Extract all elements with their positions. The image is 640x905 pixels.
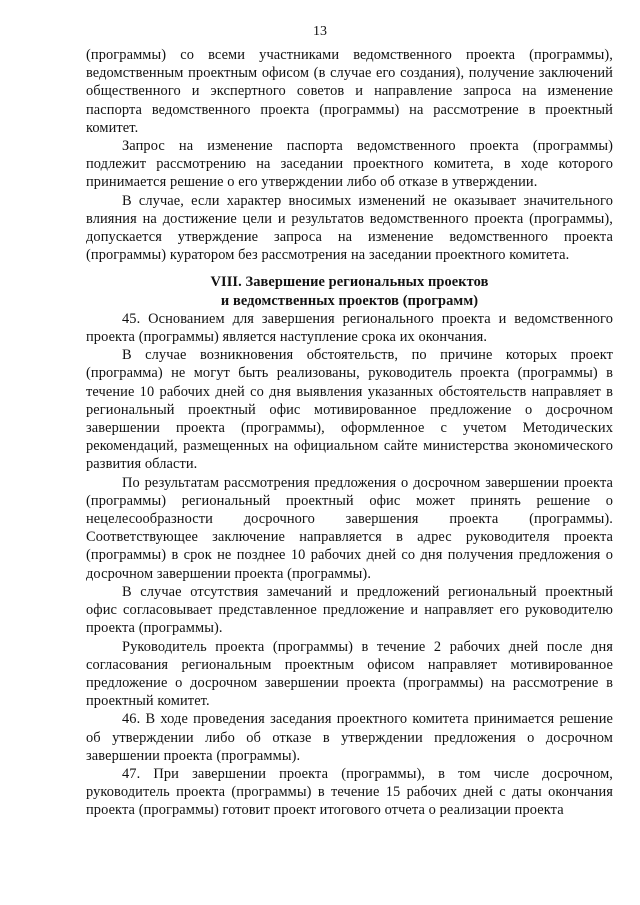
paragraph: По результатам рассмотрения предложения о досрочном завершении проекта (программы) региональный проектный офис может принять решение о нецелесообразности досрочного завершения проекта (программы). Соответствующее заключение направляется в адрес руководителя проекта (программы) в срок не позднее 10 рабочих дней со дня получения предложения о досрочном завершении проекта (программы). xyxy=(86,474,613,582)
section-heading xyxy=(86,273,613,309)
paragraph: В случае, если характер вносимых изменений не оказывает значительного влияния на достижение цели и результатов ведомственного проекта (программы), допускается утверждение запроса на изменение ведомственного проекта (программы) куратором без рассмотрения на заседании проектного комитета. xyxy=(86,192,613,264)
page-number: 13 xyxy=(313,24,327,39)
paragraph: В случае возникновения обстоятельств, по причине которых проект (программа) не могут быть реализованы, руководитель проекта (программы) в течение 10 рабочих дней со дня выявления указанных обстоятельств направляет в региональный проектный офис мотивированное предложение о досрочном завершении проекта (программы), оформленное с учетом Методических рекомендаций, размещенных на официальном сайте министерства экономического развития области. xyxy=(86,347,613,473)
section-heading-line: VIII. Завершение региональных проектов xyxy=(210,274,489,291)
paragraph: 47. При завершении проекта (программы), в том числе досрочном, руководитель проекта (программы) в течение 15 рабочих дней с даты окончания проекта (программы) готовит проект итогового отчета о реализации проекта xyxy=(86,765,613,819)
paragraph: Руководитель проекта (программы) в течение 2 рабочих дней после дня согласования региональным проектным офисом направляет мотивированное предложение о досрочном завершении проекта (программы) на рассмотрение в проектный комитет. xyxy=(86,638,613,710)
section-heading-line: и ведомственных проектов (программ) xyxy=(220,292,479,309)
paragraph: Запрос на изменение паспорта ведомственного проекта (программы) подлежит рассмотрению на заседании проектного комитета, в ходе которого принимается решение о его утверждении либо об отказе в утверждении. xyxy=(86,138,613,191)
paragraph: 45. Основанием для завершения регионального проекта и ведомственного проекта (программы) является наступление срока их окончания. xyxy=(86,310,613,346)
paragraph: 46. В ходе проведения заседания проектного комитета принимается решение об утверждении либо об отказе в утверждении предложения о досрочном завершении проекта (программы). xyxy=(86,711,613,764)
document-body xyxy=(86,46,613,820)
paragraph: (программы) со всеми участниками ведомственного проекта (программы), ведомственным проектным офисом (в случае его создания), получение заключений общественного и экспертного советов и направление запроса на изменение паспорта ведомственного проекта (программы) на рассмотрение в проектный комитет. xyxy=(86,47,613,136)
paragraph: В случае отсутствия замечаний и предложений региональный проектный офис согласовывает представленное предложение и направляет его руководителю проекта (программы). xyxy=(86,583,613,637)
